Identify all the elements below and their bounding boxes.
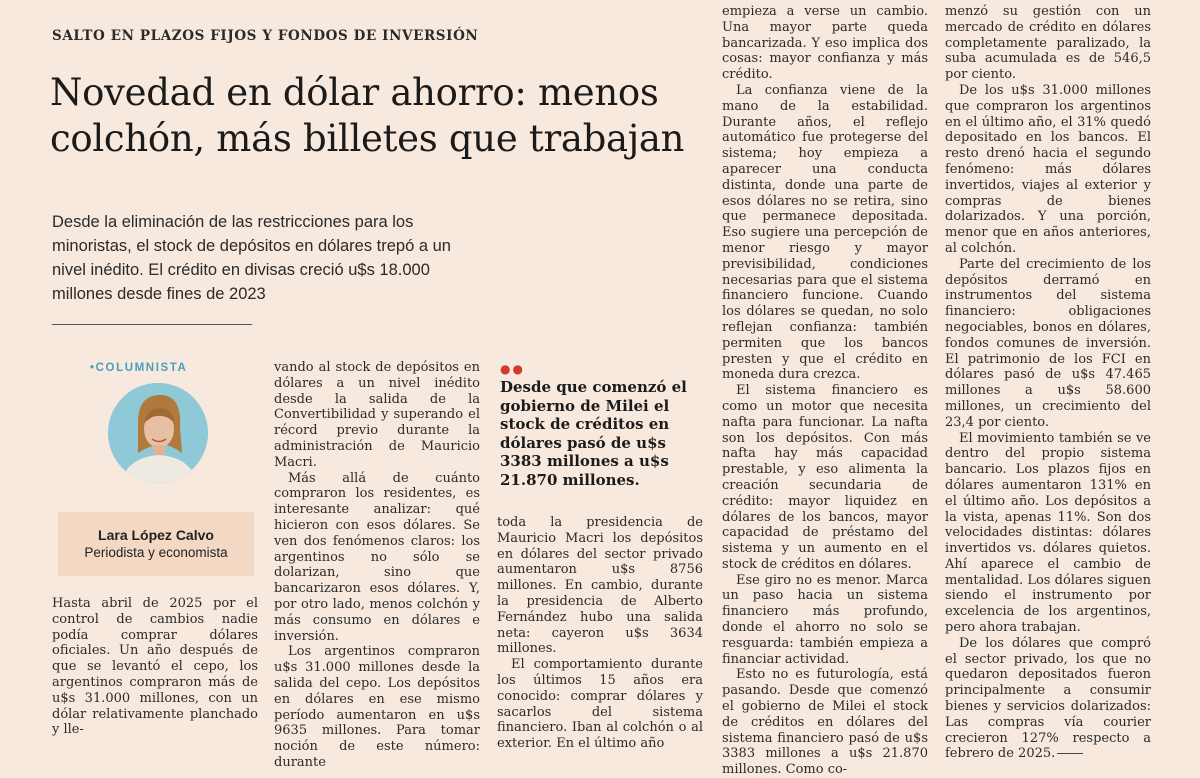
paragraph: Esto no es futurología, está pasando. Desde que comenzó el gobierno de Milei el stock de créditos en dólares del sistema financiero pasó de u$s 3383 millones a u$s 21.870 millones. Como co-	[722, 667, 928, 778]
paragraph: Ese giro no es menor. Marca un paso hacia un sistema financiero más profundo, donde el ahorro no solo se resguarda: también empieza a financiar actividad.	[722, 572, 928, 667]
body-column-2	[274, 360, 480, 771]
paragraph: menzó su gestión con un mercado de crédito en dólares completamente paralizado, la suba acumulada es de 546,5 por ciento.	[945, 4, 1151, 83]
divider	[52, 324, 252, 325]
headline-line-2: colchón, más billetes que trabajan	[50, 117, 685, 160]
paragraph: El comportamiento durante los últimos 15 años era conocido: comprar dólares y sacarlos del sistema financiero. Iban al colchón o al exterior. En el último año	[497, 657, 703, 752]
column-label-text: COLUMNISTA	[95, 362, 188, 374]
paragraph-text: De los dólares que compró el sector privado, los que no quedaron depositados fueron principalmente a consumir bienes y servicios dolarizados: Las compras vía courier crecieron 127% respecto a febrero de 2025.	[945, 635, 1151, 762]
byline-box	[58, 512, 254, 576]
paragraph: El sistema financiero es como un motor que necesita nafta para funcionar. La nafta son los depósitos. Con más nafta hay más capacidad prestable, y eso alimenta la creación secundaria de crédito: mayor liquidez en dólares de los bancos, mayor capacidad de préstamo del sistema y un aumento en el stock de créditos en dólares.	[722, 383, 928, 572]
author-role: Periodista y economista	[84, 545, 228, 560]
end-mark	[1057, 753, 1083, 754]
paragraph: El movimiento también se ve dentro del propio sistema bancario. Los plazos fijos en dólares aumentaron 131% en el último año. Los depósitos a la vista, apenas 11%. Son dos velocidades distintas: dólares invertidos vs. dólares quietos. Ahí aparece el cambio de mentalidad. Los dólares siguen siendo el instrumento por excelencia de los argentinos, pero ahora trabajan.	[945, 430, 1151, 636]
dot-icon: •	[90, 362, 96, 374]
kicker: SALTO EN PLAZOS FIJOS Y FONDOS DE INVERSIÓN	[52, 28, 479, 44]
column-label	[90, 362, 187, 374]
paragraph: empieza a verse un cambio. Una mayor parte queda bancarizada. Y eso implica dos cosas: mayor confianza y más crédito.	[722, 4, 928, 83]
body-column-5	[945, 4, 1151, 762]
headline	[50, 70, 710, 162]
body-column-3	[497, 515, 703, 752]
paragraph: La confianza viene de la mano de la estabilidad. Durante años, el reflejo automático fue protegerse del sistema; hoy empieza a aparecer una conducta distinta, donde una parte de esos dólares no se retira, sino que permanece depositada. Eso sugiere una percepción de menor riesgo y mayor previsibilidad, condiciones necesarias para que el sistema financiero funcione. Cuando los dólares se quedan, no solo reflejan confianza: también permiten que los bancos presten y que el crédito en moneda dura crezca.	[722, 82, 928, 383]
pullquote-dots-icon: ●●	[500, 362, 525, 376]
body-column-4	[722, 4, 928, 778]
body-column-1	[52, 596, 258, 738]
author-photo	[108, 383, 208, 483]
paragraph: vando al stock de depósitos en dólares a un nivel inédito desde la salida de la Convertibilidad y superando el récord previo durante la administración de Mauricio Macri.	[274, 360, 480, 470]
deck: Desde la eliminación de las restricciones para los minoristas, el stock de depósitos en dólares trepó a un nivel inédito. El crédito en divisas creció u$s 18.000 millones desde fines de 2023	[52, 213, 451, 303]
paragraph: Hasta abril de 2025 por el control de cambios nadie podía comprar dólares oficiales. Un año después de que se levantó el cepo, los argentinos compraron más de u$s 31.000 millones, con un dólar relativamente planchado y lle-	[52, 596, 258, 738]
author-name: Lara López Calvo	[98, 527, 214, 543]
paragraph: Los argentinos compraron u$s 31.000 millones desde la salida del cepo. Los depósitos en dólares en ese mismo período aumentaron en u$s 9635 millones. Para tomar noción de este número: durante	[274, 644, 480, 770]
headline-line-1: Novedad en dólar ahorro: menos	[50, 71, 659, 114]
paragraph: toda la presidencia de Mauricio Macri los depósitos en dólares del sector privado aumentaron u$s 8756 millones. En cambio, durante la presidencia de Alberto Fernández hubo una salida neta: cayeron u$s 3634 millones.	[497, 515, 703, 657]
pullquote: Desde que comenzó el gobierno de Milei el stock de créditos en dólares pasó de u$s 3383 millones a u$s 21.870 millones.	[500, 378, 687, 489]
paragraph: Más allá de cuánto compraron los residentes, es interesante analizar: qué hicieron con esos dólares. Se ven dos fenómenos claros: los argentinos no sólo se dolarizan, sino que bancarizaron esos dólares. Y, por otro lado, menos colchón y más consumo en dólares e inversión.	[274, 470, 480, 644]
paragraph: Parte del crecimiento de los depósitos derramó en instrumentos del sistema financiero: obligaciones negociables, bonos en dólares, fondos comunes de inversión. El patrimonio de los FCI en dólares pasó de u$s 47.465 millones a u$s 58.600 millones, un crecimiento del 23,4 por ciento.	[945, 256, 1151, 430]
paragraph: De los u$s 31.000 millones que compraron los argentinos en el último año, el 31% quedó depositado en los bancos. El resto drenó hacia el segundo fenómeno: más dólares invertidos, viajes al exterior y compras de bienes dolarizados. Y una porción, menor que en años anteriores, al colchón.	[945, 82, 1151, 256]
author-portrait-icon	[108, 383, 208, 483]
paragraph-last	[945, 636, 1151, 762]
